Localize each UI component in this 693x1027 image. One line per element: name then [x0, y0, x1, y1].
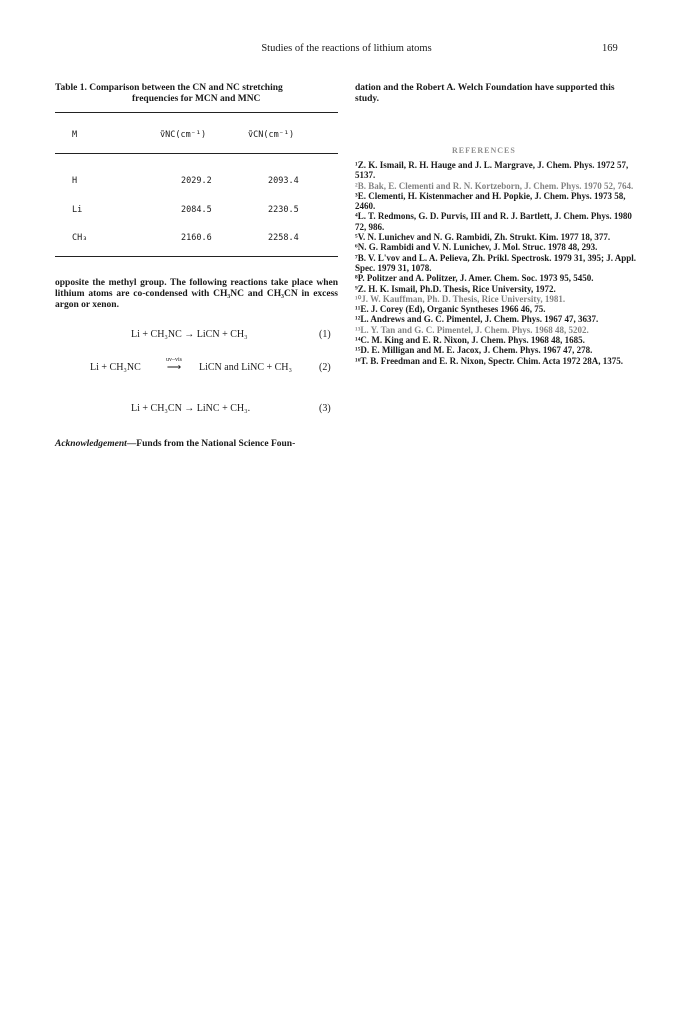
- references-heading: REFERENCES: [452, 146, 516, 155]
- equation-2-number: (2): [319, 362, 331, 373]
- table-caption: [55, 83, 338, 105]
- equation-3-number: (3): [319, 403, 331, 414]
- reference-item: ¹⁰J. W. Kauffman, Ph. D. Thesis, Rice University, 1981.: [355, 293, 566, 304]
- acknowledgement: [55, 439, 338, 449]
- running-header: Studies of the reactions of lithium atoms: [261, 43, 432, 54]
- equation-2-right: LiCN and LiNC + CH₃: [199, 362, 293, 373]
- reference-item: ¹²L. Andrews and G. C. Pimentel, J. Chem. Phys. 1967 47, 3637.: [355, 314, 599, 325]
- table-cell-nc: 2084.5: [181, 205, 212, 215]
- table-header-cn: ṽCN(cm⁻¹): [248, 130, 295, 140]
- table-cell-m: Li: [72, 205, 83, 215]
- acknowledgement-text: —Funds from the National Science Foun-: [126, 439, 296, 449]
- acknowledgement-label: Acknowledgement: [55, 439, 127, 449]
- table-cell-m: H: [72, 176, 78, 186]
- table-cell-cn: 2230.5: [268, 205, 299, 215]
- table-cell-m: CH₃: [72, 233, 88, 243]
- equation-2-left: Li + CH₃NC: [90, 362, 141, 373]
- arrow-right-icon: ⟶: [166, 362, 182, 373]
- reference-item: ¹³L. Y. Tan and G. C. Pimentel, J. Chem. Phys. 1968 48, 5202.: [355, 324, 589, 335]
- reference-item: ⁹Z. H. K. Ismail, Ph.D. Thesis, Rice University, 1972.: [355, 283, 556, 294]
- reference-item: ⁶N. G. Rambidi and V. N. Lunichev, J. Mol. Struc. 1978 48, 293.: [355, 242, 598, 253]
- reference-item: ²B. Bak, E. Clementi and R. N. Kortzeborn, J. Chem. Phys. 1970 52, 764.: [355, 180, 634, 191]
- reference-item: ³E. Clementi, H. Kistenmacher and H. Popkie, J. Chem. Phys. 1973 58, 2460.: [355, 190, 626, 212]
- table-head-rule: [55, 153, 338, 154]
- equation-1: Li + CH₃NC → LiCN + CH₃: [131, 329, 248, 340]
- reference-item: ⁴L. T. Redmons, G. D. Purvis, III and R. J. Bartlett, J. Chem. Phys. 1980 72, 986.: [355, 211, 632, 232]
- table-bottom-rule: [55, 256, 338, 257]
- reference-item: ¹⁵D. E. Milligan and M. E. Jacox, J. Chem. Phys. 1967 47, 278.: [355, 345, 593, 356]
- reference-item: ⁵V. N. Lunichev and N. G. Rambidi, Zh. Strukt. Kim. 1977 18, 377.: [355, 232, 611, 243]
- page-number: 169: [602, 43, 618, 54]
- table-header-m: M: [72, 130, 78, 140]
- reference-item: ¹Z. K. Ismail, R. H. Hauge and J. L. Margrave, J. Chem. Phys. 1972 57, 5137.: [355, 160, 629, 181]
- table-cell-cn: 2093.4: [268, 176, 299, 186]
- reference-item: ⁷B. V. L'vov and L. A. Pelieva, Zh. Prikl. Spectrosk. 1979 31, 395; J. Appl. Spec. 1979 31, 1078.: [355, 252, 636, 273]
- reference-list: [355, 160, 638, 366]
- table-cell-nc: 2029.2: [181, 176, 212, 186]
- equation-1-number: (1): [319, 329, 331, 340]
- equation-2-arrow-label: uv–vis: [165, 357, 182, 363]
- table-caption-line2: frequencies for MCN and MNC: [132, 94, 261, 104]
- table-cell-cn: 2258.4: [268, 233, 299, 243]
- body-paragraph: opposite the methyl group. The following reactions take place when lithium atoms are co-condensed with CH₃NC and CH₃CN in excess argon or xenon.: [55, 278, 338, 310]
- reference-item: ⁸P. Politzer and A. Politzer, J. Amer. Chem. Soc. 1973 95, 5450.: [355, 273, 594, 284]
- reference-item: ¹⁴C. M. King and E. R. Nixon, J. Chem. Phys. 1968 48, 1685.: [355, 335, 585, 346]
- acknowledgement-continued: dation and the Robert A. Welch Foundation have supported this study.: [355, 83, 615, 104]
- table-header-nc: ṽNC(cm⁻¹): [160, 130, 207, 140]
- table-top-rule: [55, 112, 338, 113]
- equation-2-arrow: [150, 357, 198, 373]
- equation-3: Li + CH₃CN → LiNC + CH₃.: [131, 403, 251, 414]
- reference-item: ¹¹E. J. Corey (Ed), Organic Syntheses 1966 46, 75.: [355, 304, 546, 315]
- reference-item: ¹⁶T. B. Freedman and E. R. Nixon, Spectr. Chim. Acta 1972 28A, 1375.: [355, 355, 623, 366]
- table-cell-nc: 2160.6: [181, 233, 212, 243]
- table-caption-line1: Table 1. Comparison between the CN and NC stretching: [55, 83, 283, 93]
